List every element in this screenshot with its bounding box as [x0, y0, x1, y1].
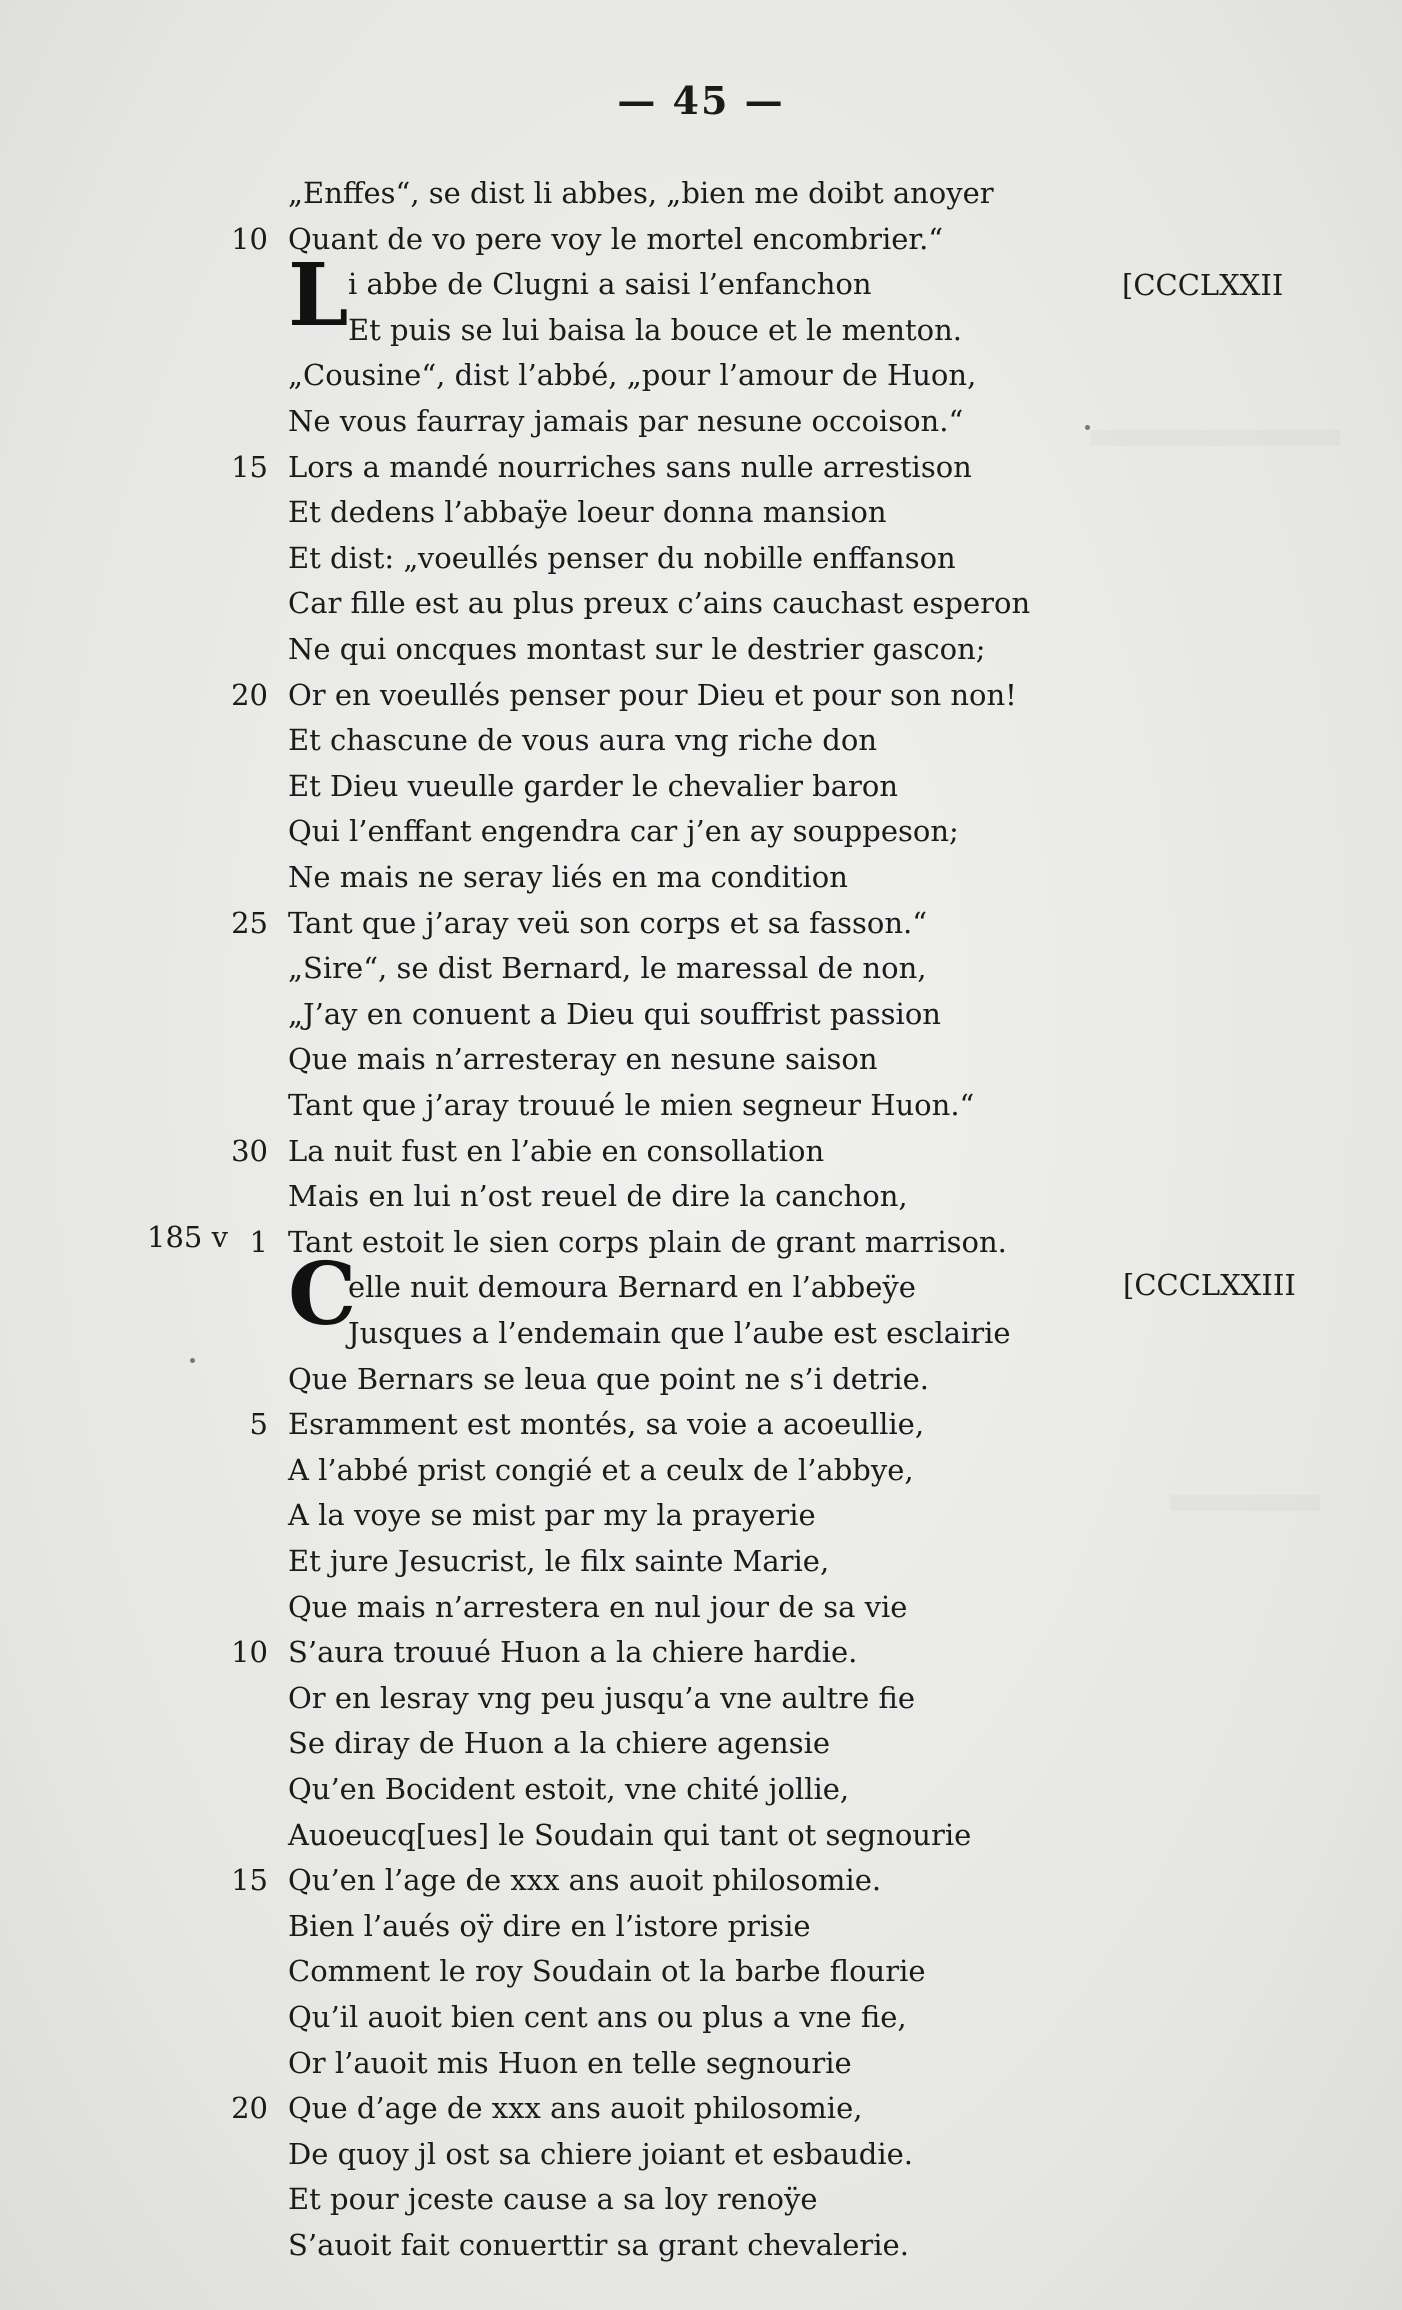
verse-line: [0, 808, 1402, 854]
line-number: 15: [231, 1863, 268, 1898]
verse-line: [0, 1675, 1402, 1721]
verse-text-line: Et dedens l’abbaÿe loeur donna mansion: [288, 495, 887, 530]
verse-text-line: Et pour jceste cause a sa loy renoÿe: [288, 2182, 818, 2217]
verse-text-line: Ne qui oncques montast sur le destrier gascon;: [288, 632, 986, 666]
verse-text-line: Or en lesray vng peu jusqu’a vne aultre fie: [288, 1680, 916, 1715]
verse-text-line: La nuit fust en l’abie en consollation: [288, 1133, 825, 1168]
verse-text-line: Jusques a l’endemain que l’aube est esclairie: [348, 1316, 1011, 1350]
verse-line: [0, 1584, 1402, 1630]
verse-text-line: S’aura trouué Huon a la chiere hardie.: [288, 1635, 858, 1670]
verse-line: [0, 2222, 1402, 2268]
verse-text-line: Comment le roy Soudain ot la barbe flourie: [288, 1954, 926, 1989]
line-number: 20: [231, 2091, 268, 2126]
verse-text-line: „Sire“, se dist Bernard, le maressal de non,: [288, 951, 927, 986]
verse-text-line: Que d’age de xxx ans auoit philosomie,: [288, 2091, 863, 2126]
line-number: 1: [249, 1224, 268, 1259]
verse-line: [0, 1720, 1402, 1766]
verse-text-line: Tant que j’aray veü son corps et sa fasson.“: [288, 905, 928, 940]
line-number: 25: [231, 905, 268, 940]
laisse-number: [CCCLXXII: [1122, 268, 1284, 302]
verse-line: [0, 1128, 1402, 1174]
verse-line: [0, 991, 1402, 1037]
verse-text-line: Or en voeullés penser pour Dieu et pour son non!: [288, 677, 1017, 712]
verse-text-line: Et chascune de vous aura vng riche don: [288, 723, 877, 758]
verse-text-line: Auoeucq[ues] le Soudain qui tant ot segnourie: [288, 1817, 972, 1852]
verse-text-line: Qui l’enffant engendra car j’en ay souppeson;: [288, 814, 959, 849]
line-number: 15: [231, 449, 268, 484]
verse-line: [0, 1173, 1402, 1219]
verse-line: [0, 1310, 1402, 1356]
verse-line: [0, 854, 1402, 900]
verse-text-line: Quant de vo pere voy le mortel encombrier.“: [288, 221, 944, 256]
verse-text-line: Que mais n’arrestera en nul jour de sa vie: [288, 1589, 908, 1624]
line-number: 30: [231, 1133, 268, 1168]
verse-text-line: Que Bernars se leua que point ne s’i detrie.: [288, 1361, 930, 1396]
verse-line: [0, 2040, 1402, 2086]
verse-text-line: Bien l’aués oÿ dire en l’istore prisie: [288, 1908, 811, 1943]
verse-text-line: De quoy jl ost sa chiere joiant et esbaudie.: [288, 2136, 914, 2171]
verse-line: [0, 672, 1402, 718]
verse-line: [0, 1766, 1402, 1812]
verse-line: [0, 1082, 1402, 1128]
verse-line: [0, 2131, 1402, 2177]
verse-text-line: i abbe de Clugni a saisi l’enfanchon: [348, 267, 872, 302]
line-number: 10: [231, 1635, 268, 1670]
verse-text-line: Or l’auoit mis Huon en telle segnourie: [288, 2045, 852, 2080]
verse-text-line: Ne mais ne seray liés en ma condition: [288, 860, 848, 894]
verse-text-line: A l’abbé prist congié et a ceulx de l’abbye,: [288, 1452, 914, 1487]
verse-line: [0, 1857, 1402, 1903]
folio-reference: [0, 1214, 228, 1260]
verse-line: [0, 216, 1402, 262]
verse-text-line: Tant estoit le sien corps plain de grant marrison.: [288, 1224, 1007, 1259]
verse-line: [0, 1447, 1402, 1493]
verse-text-line: „Enffes“, se dist li abbes, „bien me doibt anoyer: [288, 176, 994, 210]
verse-text-line: Tant que j’aray trouué le mien segneur Huon.“: [288, 1088, 975, 1122]
verse-text-line: Lors a mandé nourriches sans nulle arrestison: [288, 449, 972, 484]
verse-text-line: Et jure Jesucrist, le filx sainte Marie,: [288, 1544, 830, 1578]
verse-text-line: Ne vous faurray jamais par nesune occoison.“: [288, 404, 964, 438]
verse-line: [0, 489, 1402, 535]
line-number: 10: [231, 221, 268, 256]
verse-line: [0, 1036, 1402, 1082]
verse-text-line: „J’ay en conuent a Dieu qui souffrist passion: [288, 996, 941, 1031]
verse-line: [0, 1401, 1402, 1447]
verse-line: [0, 1948, 1402, 1994]
verse-line: [0, 763, 1402, 809]
verse-line: [0, 535, 1402, 581]
line-number: 5: [249, 1407, 268, 1442]
verse-text-line: Esramment est montés, sa voie a acoeullie,: [288, 1407, 925, 1442]
verse-text-line: S’auoit fait conuerttir sa grant chevalerie.: [288, 2228, 909, 2262]
verse-text-line: Qu’en l’age de xxx ans auoit philosomie.: [288, 1863, 882, 1898]
verse-line: [0, 444, 1402, 490]
verse-line: [0, 1812, 1402, 1858]
verse-text-line: Et dist: „voeullés penser du nobille enffanson: [288, 540, 956, 575]
verse-text-line: Et puis se lui baisa la bouce et le menton.: [348, 312, 963, 347]
verse-text-line: „Cousine“, dist l’abbé, „pour l’amour de Huon,: [288, 358, 977, 393]
verse-line: [0, 580, 1402, 626]
drop-cap-initial: C: [288, 1244, 357, 1345]
verse-line: [0, 2176, 1402, 2222]
verse-line: [0, 1629, 1402, 1675]
verse-text-line: Mais en lui n’ost reuel de dire la canchon,: [288, 1179, 908, 1214]
verse-line: [0, 900, 1402, 946]
page-number: — 45 —: [617, 78, 785, 123]
verse-text-line: Qu’il auoit bien cent ans ou plus a vne fie,: [288, 2000, 907, 2034]
verse-text-line: Se diray de Huon a la chiere agensie: [288, 1726, 831, 1761]
verse-line: [0, 398, 1402, 444]
verse-text-line: A la voye se mist par my la prayerie: [288, 1498, 816, 1533]
verse-line: [0, 717, 1402, 763]
verse-line: [0, 1903, 1402, 1949]
verse-text-line: elle nuit demoura Bernard en l’abbeÿe: [348, 1270, 916, 1305]
verse-line: [0, 307, 1402, 353]
verse-line: [0, 2085, 1402, 2131]
verse-line: [0, 1994, 1402, 2040]
verse-text-line: Que mais n’arresteray en nesune saison: [288, 1042, 878, 1077]
drop-cap-initial: L: [288, 245, 349, 346]
verse-line: [0, 352, 1402, 398]
verse-line: [0, 1538, 1402, 1584]
laisse-number: [CCCLXXIII: [1123, 1268, 1296, 1302]
verse-line: [0, 1492, 1402, 1538]
verse-line: [0, 626, 1402, 672]
verse-text-line: Et Dieu vueulle garder le chevalier baron: [288, 768, 899, 803]
verse-line: [0, 1356, 1402, 1402]
line-number: 20: [231, 677, 268, 712]
verse-text-line: Qu’en Bocident estoit, vne chité jollie,: [288, 1772, 850, 1806]
verse-line: [0, 170, 1402, 216]
folio-label: 185 v: [147, 1220, 228, 1254]
verse-text-line: Car fille est au plus preux c’ains cauchast esperon: [288, 586, 1031, 621]
verse-line: [0, 945, 1402, 991]
